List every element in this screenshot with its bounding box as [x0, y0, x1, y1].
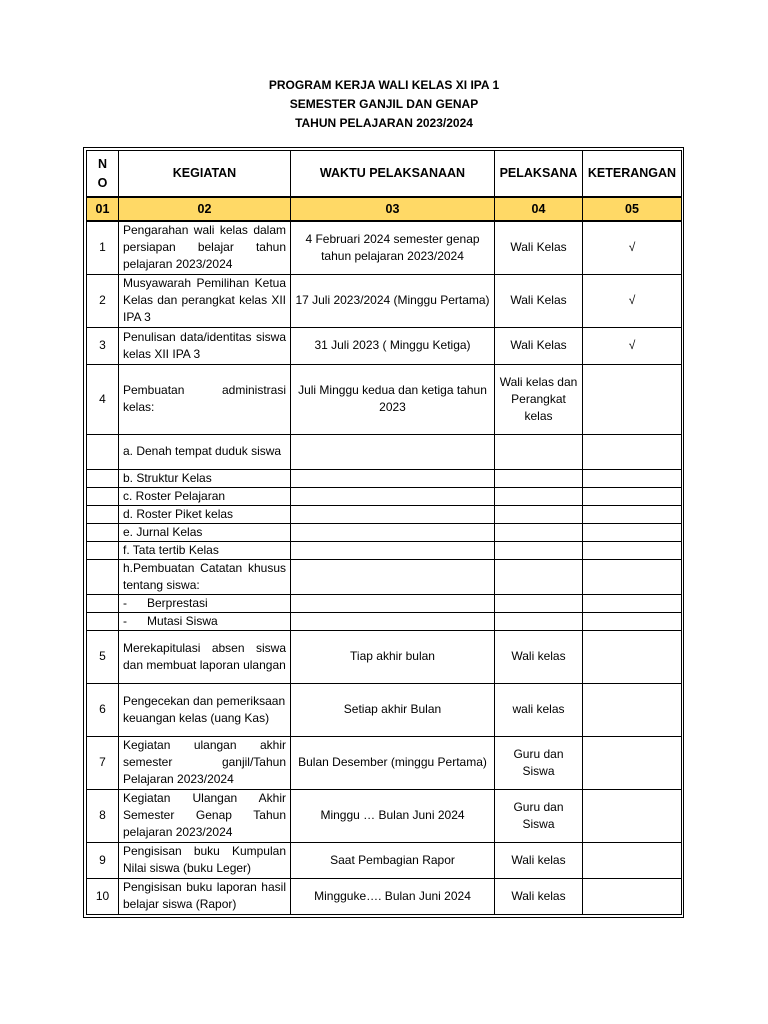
dash-item-label: Mutasi Siswa [147, 613, 218, 628]
header-pelaksana: PELAKSANA [495, 151, 583, 198]
row-no: 6 [87, 683, 119, 736]
table-row [87, 221, 682, 274]
empty-cell [495, 612, 583, 630]
empty-cell [87, 469, 119, 487]
empty-cell [291, 594, 495, 612]
subitem-row [87, 559, 682, 594]
row-waktu: 4 Februari 2024 semester genap tahun pelajaran 2023/2024 [291, 221, 495, 274]
table-row [87, 878, 682, 914]
row-pelaksana: Wali Kelas [495, 274, 583, 327]
empty-cell [291, 541, 495, 559]
title-line-3: TAHUN PELAJARAN 2023/2024 [295, 116, 473, 130]
table-row [87, 789, 682, 842]
empty-cell [495, 469, 583, 487]
row-kegiatan: Merekapitulasi absen siswa dan membuat laporan ulangan [119, 630, 291, 683]
row-pelaksana: Wali kelas [495, 878, 583, 914]
table-row [87, 630, 682, 683]
dash-marker: - [123, 595, 127, 610]
empty-cell [291, 469, 495, 487]
subitem-row [87, 434, 682, 469]
code-cell: 03 [291, 197, 495, 221]
row-pelaksana: Wali kelas dan Perangkat kelas [495, 364, 583, 434]
empty-cell [495, 434, 583, 469]
empty-cell [583, 612, 682, 630]
empty-cell [495, 541, 583, 559]
row-kegiatan: Musyawarah Pemilihan Ketua Kelas dan perangkat kelas XII IPA 3 [119, 274, 291, 327]
code-cell: 01 [87, 197, 119, 221]
row-kegiatan: Pengecekan dan pemeriksaan keuangan kelas (uang Kas) [119, 683, 291, 736]
empty-cell [291, 505, 495, 523]
column-code-row [87, 197, 682, 221]
row-no: 4 [87, 364, 119, 434]
row-pelaksana: Guru dan Siswa [495, 789, 583, 842]
title-line-1: PROGRAM KERJA WALI KELAS XI IPA 1 [268, 78, 500, 92]
row-kegiatan: Kegiatan ulangan akhir semester ganjil/Tahun Pelajaran 2023/2024 [119, 736, 291, 789]
empty-cell [291, 523, 495, 541]
row-no: 9 [87, 842, 119, 878]
row-kegiatan: Pengarahan wali kelas dalam persiapan belajar tahun pelajaran 2023/2024 [119, 221, 291, 274]
row-no: 1 [87, 221, 119, 274]
empty-cell [583, 505, 682, 523]
row-no: 5 [87, 630, 119, 683]
empty-cell [291, 559, 495, 594]
row-keterangan: √ [583, 274, 682, 327]
empty-cell [291, 487, 495, 505]
row-keterangan [583, 842, 682, 878]
table-header-row [87, 151, 682, 198]
header-kegiatan: KEGIATAN [119, 151, 291, 198]
empty-cell [291, 434, 495, 469]
row-no: 8 [87, 789, 119, 842]
row-keterangan [583, 364, 682, 434]
subitem-label: d. Roster Piket kelas [119, 505, 291, 523]
row-pelaksana: Guru dan Siswa [495, 736, 583, 789]
empty-cell [495, 523, 583, 541]
empty-cell [87, 559, 119, 594]
row-waktu: Setiap akhir Bulan [291, 683, 495, 736]
subitem-label: f. Tata tertib Kelas [119, 541, 291, 559]
row-pelaksana: Wali Kelas [495, 221, 583, 274]
empty-cell [87, 541, 119, 559]
subitem-row [87, 487, 682, 505]
row-pelaksana: Wali kelas [495, 630, 583, 683]
empty-cell [583, 469, 682, 487]
work-program-table [86, 150, 682, 915]
row-no: 10 [87, 878, 119, 914]
subitem-label: c. Roster Pelajaran [119, 487, 291, 505]
row-kegiatan: Pembuatan administrasi kelas: [119, 364, 291, 434]
row-no: 3 [87, 327, 119, 364]
empty-cell [495, 594, 583, 612]
row-waktu: Juli Minggu kedua dan ketiga tahun 2023 [291, 364, 495, 434]
row-pelaksana: wali kelas [495, 683, 583, 736]
empty-cell [583, 523, 682, 541]
empty-cell [583, 434, 682, 469]
table-row [87, 736, 682, 789]
subitem-row [87, 523, 682, 541]
subitem-row [87, 612, 682, 630]
header-no [87, 151, 119, 198]
code-cell: 02 [119, 197, 291, 221]
empty-cell [583, 487, 682, 505]
row-kegiatan: Pengisisan buku laporan hasil belajar siswa (Rapor) [119, 878, 291, 914]
empty-cell [87, 594, 119, 612]
row-waktu: 17 Juli 2023/2024 (Minggu Pertama) [291, 274, 495, 327]
subitem-dash-item [119, 594, 291, 612]
empty-cell [495, 487, 583, 505]
row-keterangan [583, 683, 682, 736]
table-row [87, 683, 682, 736]
row-kegiatan: Penulisan data/identitas siswa kelas XII IPA 3 [119, 327, 291, 364]
subitem-label: a. Denah tempat duduk siswa [119, 434, 291, 469]
empty-cell [583, 559, 682, 594]
row-kegiatan: Pengisisan buku Kumpulan Nilai siswa (buku Leger) [119, 842, 291, 878]
row-waktu: Saat Pembagian Rapor [291, 842, 495, 878]
row-keterangan [583, 878, 682, 914]
empty-cell [87, 505, 119, 523]
subitem-row [87, 469, 682, 487]
empty-cell [291, 612, 495, 630]
row-waktu: Mingguke…. Bulan Juni 2024 [291, 878, 495, 914]
row-waktu: Minggu … Bulan Juni 2024 [291, 789, 495, 842]
row-keterangan [583, 736, 682, 789]
dash-marker: - [123, 613, 127, 628]
subitem-row [87, 541, 682, 559]
header-waktu: WAKTU PELAKSANAAN [291, 151, 495, 198]
header-keterangan: KETERANGAN [583, 151, 682, 198]
row-pelaksana: Wali Kelas [495, 327, 583, 364]
header-no-line-1: N [97, 156, 108, 171]
table-row [87, 842, 682, 878]
empty-cell [87, 434, 119, 469]
header-no-line-2: O [97, 175, 108, 190]
row-pelaksana: Wali kelas [495, 842, 583, 878]
row-keterangan [583, 789, 682, 842]
subitem-label: h.Pembuatan Catatan khusus tentang siswa: [119, 559, 291, 594]
code-cell: 04 [495, 197, 583, 221]
row-no: 7 [87, 736, 119, 789]
table-row [87, 274, 682, 327]
table-row [87, 364, 682, 434]
code-cell: 05 [583, 197, 682, 221]
empty-cell [583, 594, 682, 612]
subitem-dash-item [119, 612, 291, 630]
empty-cell [87, 523, 119, 541]
dash-item-label: Berprestasi [147, 595, 208, 610]
empty-cell [87, 612, 119, 630]
title-line-2: SEMESTER GANJIL DAN GENAP [289, 97, 479, 111]
subitem-label: e. Jurnal Kelas [119, 523, 291, 541]
subitem-row [87, 505, 682, 523]
row-keterangan [583, 630, 682, 683]
row-waktu: Bulan Desember (minggu Pertama) [291, 736, 495, 789]
row-keterangan: √ [583, 221, 682, 274]
document-title [0, 76, 768, 133]
empty-cell [583, 541, 682, 559]
empty-cell [87, 487, 119, 505]
row-waktu: 31 Juli 2023 ( Minggu Ketiga) [291, 327, 495, 364]
work-program-table-frame [83, 147, 684, 918]
row-keterangan: √ [583, 327, 682, 364]
table-row [87, 327, 682, 364]
row-no: 2 [87, 274, 119, 327]
empty-cell [495, 559, 583, 594]
subitem-label: b. Struktur Kelas [119, 469, 291, 487]
row-kegiatan: Kegiatan Ulangan Akhir Semester Genap Tahun pelajaran 2023/2024 [119, 789, 291, 842]
row-waktu: Tiap akhir bulan [291, 630, 495, 683]
subitem-row [87, 594, 682, 612]
empty-cell [495, 505, 583, 523]
